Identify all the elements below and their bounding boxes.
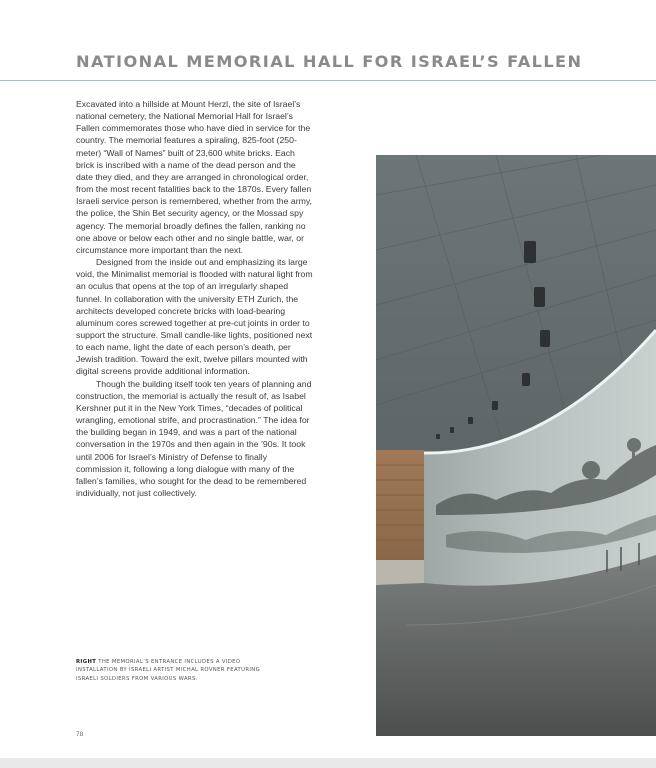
article-body bbox=[76, 98, 314, 499]
memorial-hall-illustration bbox=[376, 155, 656, 736]
paragraph-3: Though the building itself took ten years of planning and construction, the memorial is actually the result of, as Isabel Kershner put it in the New York Times, “decades of political wrangling, emotional strife, and procrastination.” The idea for the building began in 1949, and was a part of the national conversation in the 1970s and then again in the ’90s. It took until 2006 for Israel’s Ministry of Defense to finally commission it, following a long dialogue with many of the fallen’s families, who sought for the dead to be remembered individually, not just collectively. bbox=[76, 378, 312, 498]
title-divider bbox=[0, 80, 656, 81]
paragraph-2: Designed from the inside out and emphasizing its large void, the Minimalist memorial is flooded with natural light from an oculus that opens at the top of an irregularly shaped funnel. In collaboration with the university ETH Zurich, the architects developed concrete bricks with load-bearing aluminum cores screwed together at pre-cut joints in order to support the structure. Small candle-like lights, positioned next to each name, light the date of each person’s death, per Jewish tradition. Toward the exit, twelve pillars mounted with digital screens provide additional information. bbox=[76, 257, 313, 377]
paragraph-1: Excavated into a hillside at Mount Herzl, the site of Israel’s national cemetery, the National Memorial Hall for Israel’s Fallen commemorates those who have died in service for the country. The memorial features a spiraling, 825-foot (250-meter) “Wall of Names” built of 23,600 white bricks. Each brick is inscribed with a name of the dead person and the date they died, and they are arranged in chronological order, from the most recent fatalities back to the 1870s. Every fallen Israeli service person is remembered, whether from the army, the police, the Shin Bet security agency, or the Mossad spy agency. The memorial broadly defines the fallen, ranking no one above or below each other and no single battle, war, or circumstance more important than the next. bbox=[76, 99, 312, 255]
page-number: 78 bbox=[76, 731, 84, 738]
caption-text: THE MEMORIAL’S ENTRANCE INCLUDES A VIDEO INSTALLATION BY ISRAELI ARTIST MICHAL ROVNER FEATURING ISRAELI SOLDIERS FROM VARIOUS WARS. bbox=[76, 659, 261, 682]
wooden-wall-panel bbox=[376, 450, 424, 560]
caption-label: RIGHT bbox=[76, 659, 97, 665]
page-title: NATIONAL MEMORIAL HALL FOR ISRAEL’S FALLEN bbox=[76, 52, 583, 71]
memorial-hall-photo bbox=[376, 155, 656, 736]
photo-caption bbox=[76, 658, 266, 683]
